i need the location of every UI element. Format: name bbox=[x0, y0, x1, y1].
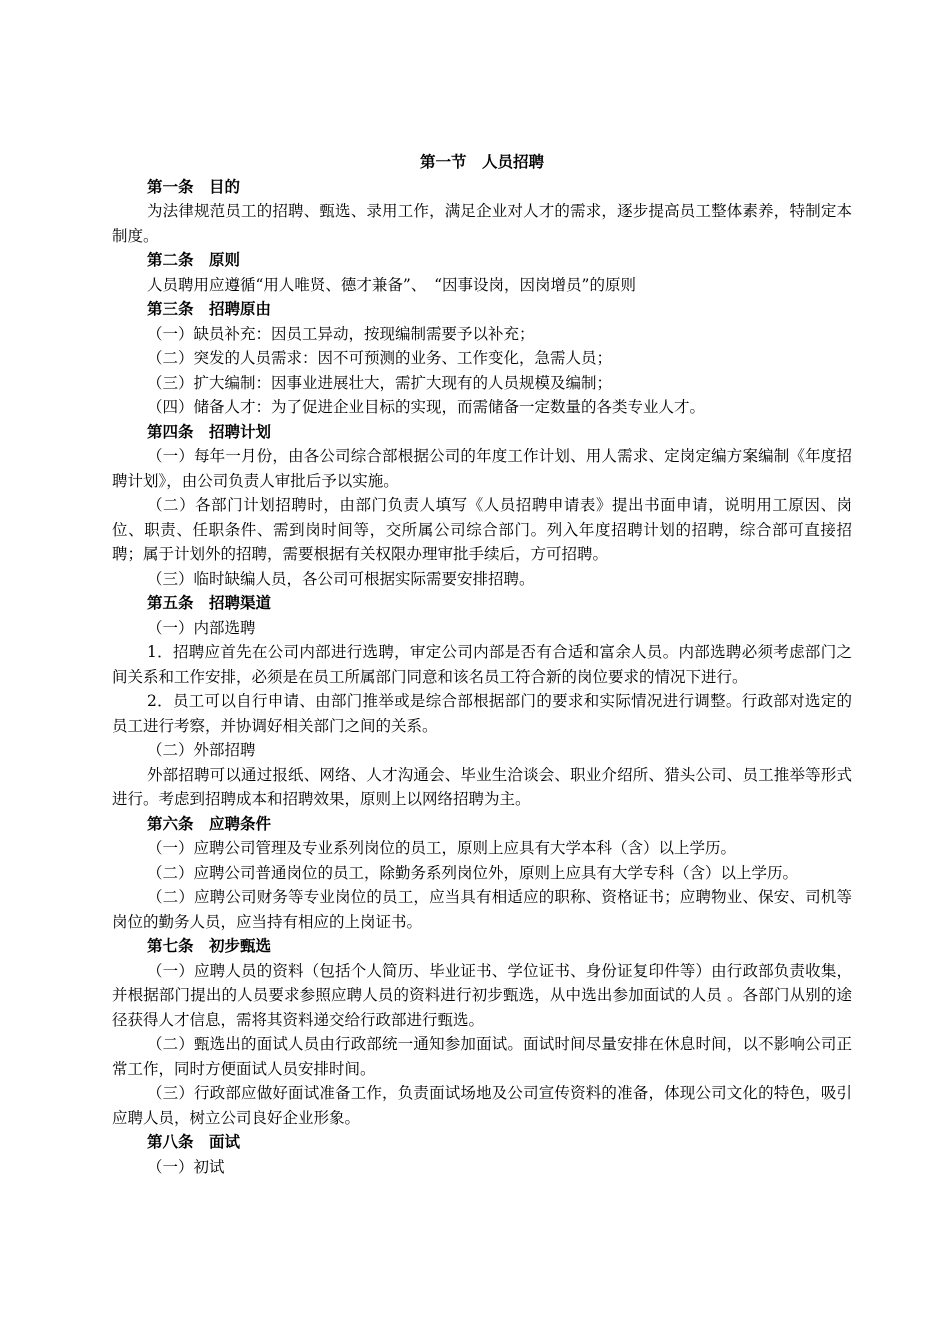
article-heading: 第五条 招聘渠道 bbox=[147, 593, 272, 612]
paragraph: （三）行政部应做好面试准备工作，负责面试场地及公司宣传资料的准备，体现公司文化的特色，吸引应聘人员，树立公司良好企业形象。 bbox=[112, 1084, 852, 1127]
article-heading: 第四条 招聘计划 bbox=[147, 421, 272, 441]
paragraph: （一）应聘人员的资料（包括个人简历、毕业证书、学位证书、身份证复印件等）由行政部负责收集，并根据部门提出的人员要求参照应聘人员的资料进行初步甄选，从中选出参加面试的人员 。各部门从别的途径获得人才信息，需将其资料递交给行政部进行甄选。 bbox=[112, 961, 852, 1029]
paragraph: 1．招聘应首先在公司内部进行选聘，审定公司内部是否有合适和富余人员。内部选聘必须考虑部门之间关系和工作安排，必须是在员工所属部门同意和该名员工符合新的岗位要求的情况下进行。 bbox=[112, 643, 852, 686]
article-heading: 第六条 应聘条件 bbox=[147, 813, 272, 833]
paragraph: （一）应聘公司管理及专业系列岗位的员工，原则上应具有大学本科（含）以上学历。 bbox=[147, 839, 737, 857]
section-title: 第一节 人员招聘 bbox=[419, 152, 544, 171]
article-heading: 第八条 面试 bbox=[147, 1132, 241, 1151]
article-heading: 第一条 目的 bbox=[147, 176, 241, 196]
paragraph: 2．员工可以自行申请、由部门推举或是综合部根据部门的要求和实际情况进行调整。行政部对选定的员工进行考察，并协调好相关部门之间的关系。 bbox=[112, 692, 852, 735]
paragraph: （二）甄选出的面试人员由行政部统一通知参加面试。面试时间尽量安排在休息时间，以不影响公司正常工作，同时方便面试人员安排时间。 bbox=[112, 1035, 852, 1078]
paragraph: （三）临时缺编人员，各公司可根据实际需要安排招聘。 bbox=[147, 569, 535, 588]
paragraph: （二）各部门计划招聘时，由部门负责人填写《人员招聘申请表》提出书面申请，说明用工原因、岗位、职责、任职条件、需到岗时间等，交所属公司综合部门。列入年度招聘计划的招聘，综合部可直接招聘；属于计划外的招聘，需要根据有关权限办理审批手续后，方可招聘。 bbox=[112, 496, 852, 563]
document-body bbox=[112, 175, 852, 1180]
paragraph: （二）应聘公司财务等专业岗位的员工，应当具有相适应的职称、资格证书；应聘物业、保安、司机等岗位的勤务人员，应当持有相应的上岗证书。 bbox=[112, 888, 852, 931]
article-heading: 第三条 招聘原由 bbox=[147, 299, 272, 318]
paragraph: （二）应聘公司普通岗位的员工，除勤务系列岗位外，原则上应具有大学专科（含）以上学历。 bbox=[147, 863, 799, 882]
paragraph: （一）每年一月份，由各公司综合部根据公司的年度工作计划、用人需求、定岗定编方案编制《年度招聘计划》，由公司负责人审批后予以实施。 bbox=[112, 447, 852, 490]
paragraph: 外部招聘可以通过报纸、网络、人才沟通会、毕业生洽谈会、职业介绍所、猎头公司、员工推举等形式进行。考虑到招聘成本和招聘效果，原则上以网络招聘为主。 bbox=[112, 765, 852, 808]
paragraph: （二）突发的人员需求：因不可预测的业务、工作变化，急需人员； bbox=[147, 349, 613, 367]
paragraph: 人员聘用应遵循“用人唯贤、德才兼备”、 “因事设岗，因岗增员”的原则 bbox=[147, 275, 636, 294]
paragraph: 为法律规范员工的招聘、甄选、录用工作，满足企业对人才的需求，逐步提高员工整体素养，特制定本制度。 bbox=[112, 202, 852, 245]
article-heading: 第二条 原则 bbox=[147, 250, 241, 269]
article-heading: 第七条 初步甄选 bbox=[147, 936, 272, 955]
paragraph: （四）储备人才：为了促进企业目标的实现，而需储备一定数量的各类专业人才。 bbox=[147, 398, 706, 416]
document-page bbox=[112, 150, 852, 1179]
paragraph: （二）外部招聘 bbox=[147, 741, 256, 759]
paragraph: （一）缺员补充：因员工异动，按现编制需要予以补充； bbox=[147, 324, 535, 343]
paragraph: （三）扩大编制：因事业进展壮大，需扩大现有的人员规模及编制； bbox=[147, 373, 613, 392]
paragraph: （一）初试 bbox=[147, 1157, 225, 1176]
paragraph: （一）内部选聘 bbox=[147, 618, 256, 637]
